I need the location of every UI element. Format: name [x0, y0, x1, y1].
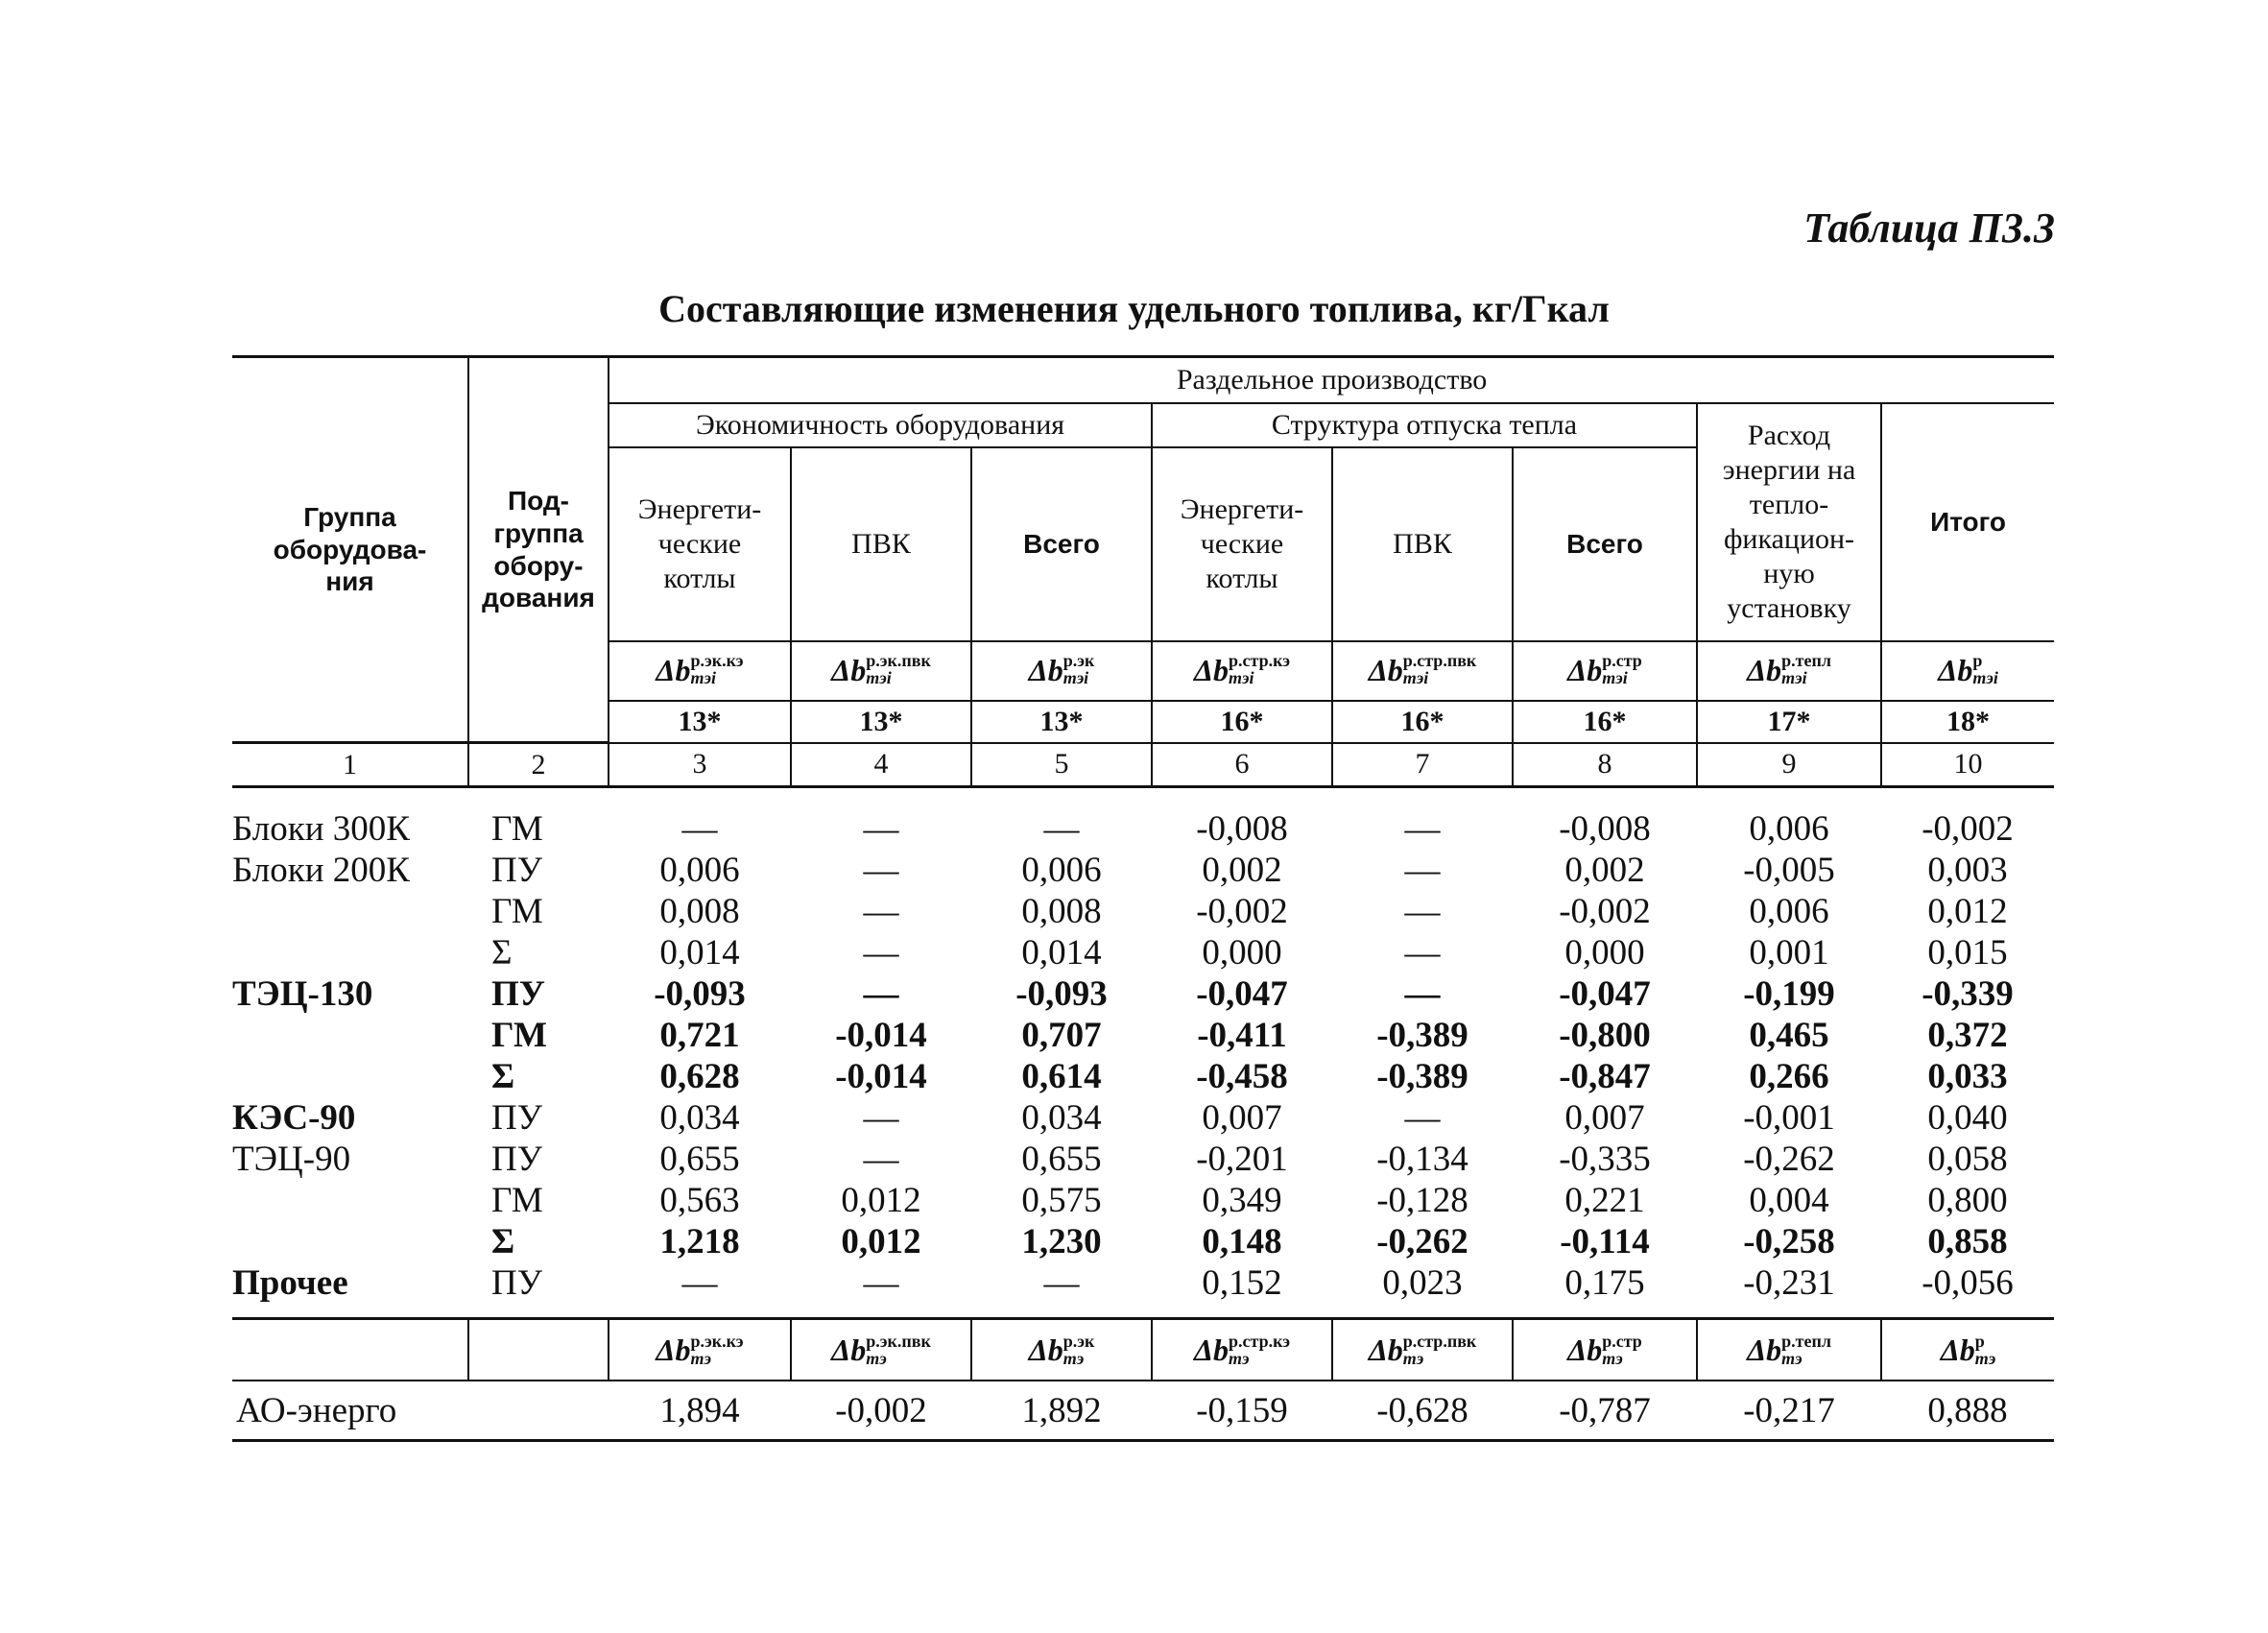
row-value: -0,199	[1743, 974, 1835, 1014]
row-value: -0,002	[1559, 892, 1651, 931]
row-value: 0,008	[659, 892, 740, 931]
row-value: -0,047	[1559, 974, 1651, 1014]
row-value: 0,012	[841, 1222, 921, 1261]
row-value: -0,093	[1015, 974, 1108, 1014]
row-group	[232, 1056, 468, 1097]
row-group	[232, 1221, 468, 1262]
row-value: -0,056	[1922, 1263, 2014, 1303]
table-row	[232, 1139, 2054, 1180]
header-energy-boilers-econ: Энергети- ческие котлы	[609, 447, 791, 641]
row-group: КЭС-90	[232, 1098, 356, 1138]
total-value: -0,787	[1513, 1381, 1697, 1441]
row-value: 0,007	[1564, 1098, 1645, 1138]
row-value: -0,389	[1376, 1057, 1468, 1096]
row-group	[232, 1015, 468, 1056]
formula-ref: 13*	[609, 701, 791, 743]
row-value: —	[681, 809, 718, 849]
symbol-cell: Δb р.стр.кэ тэi	[1152, 641, 1332, 701]
column-number: 6	[1152, 743, 1332, 787]
row-value: -0,389	[1376, 1016, 1468, 1055]
row-value: —	[863, 974, 899, 1014]
row-value: 0,033	[1927, 1057, 2008, 1096]
total-symbol-cell: Δb р.стр.пвк тэ	[1332, 1319, 1513, 1381]
row-subgroup: Σ	[491, 1222, 515, 1261]
row-value: 0,614	[1021, 1057, 1102, 1096]
formula-ref: 18*	[1881, 701, 2054, 743]
row-value: 0,006	[1749, 892, 1829, 931]
row-value: 0,007	[1202, 1098, 1282, 1138]
row-value: —	[863, 1263, 899, 1303]
row-value: 0,014	[659, 933, 740, 973]
table-header	[232, 355, 2054, 788]
row-group	[232, 891, 468, 932]
total-symbol-cell: Δb р.стр.кэ тэ	[1152, 1319, 1332, 1381]
row-subgroup: Σ	[491, 1057, 515, 1096]
table-title: Составляющие изменения удельного топлива, кг/Гкал	[658, 287, 1610, 330]
row-value: —	[1043, 809, 1080, 849]
total-symbol-row	[232, 1319, 2054, 1381]
row-value: 0,006	[1749, 809, 1829, 849]
row-value: 0,002	[1202, 851, 1282, 890]
total-value: -0,002	[791, 1381, 971, 1441]
row-group: Прочее	[232, 1263, 348, 1303]
formula-ref: 17*	[1697, 701, 1881, 743]
header-separate-production: Раздельное производство	[609, 357, 2054, 403]
row-value: -0,262	[1743, 1140, 1835, 1179]
row-value: 0,015	[1927, 933, 2008, 973]
row-value: 0,655	[1021, 1140, 1102, 1179]
row-value: 0,008	[1021, 892, 1102, 931]
symbol-cell: Δb р.эк.пвк тэi	[791, 641, 971, 701]
total-symbol-cell: Δb р.эк.кэ тэ	[609, 1319, 791, 1381]
row-value: 0,000	[1202, 933, 1282, 973]
table-row	[232, 973, 2054, 1015]
row-value: -0,800	[1559, 1016, 1651, 1055]
row-value: -0,002	[1922, 809, 2014, 849]
total-value: -0,159	[1152, 1381, 1332, 1441]
total-value: 1,892	[971, 1381, 1152, 1441]
row-value: 0,003	[1927, 851, 2008, 890]
row-value: 0,002	[1564, 851, 1645, 890]
header-all-struct: Всего	[1513, 447, 1697, 641]
row-value: -0,847	[1559, 1057, 1651, 1096]
formula-ref: 13*	[791, 701, 971, 743]
row-value: -0,014	[835, 1016, 927, 1055]
row-subgroup: ГМ	[491, 1016, 547, 1055]
header-pvk-econ: ПВК	[791, 447, 971, 641]
row-value: -0,047	[1196, 974, 1288, 1014]
row-value: 0,221	[1564, 1181, 1645, 1220]
header-energy-boilers-struct: Энергети- ческие котлы	[1152, 447, 1332, 641]
row-value: 0,575	[1021, 1181, 1102, 1220]
empty-cell	[232, 1319, 468, 1381]
row-value: -0,134	[1376, 1140, 1468, 1179]
row-value: 1,218	[659, 1222, 740, 1261]
symbol-cell: Δb р тэi	[1881, 641, 2054, 701]
row-value: —	[1404, 974, 1441, 1014]
table-row	[232, 1262, 2054, 1304]
row-subgroup: ПУ	[491, 851, 542, 890]
column-number: 8	[1513, 743, 1697, 787]
formula-ref: 16*	[1152, 701, 1332, 743]
row-value: 0,563	[659, 1181, 740, 1220]
row-value: 0,000	[1564, 933, 1645, 973]
total-symbol-cell: Δb р.эк.пвк тэ	[791, 1319, 971, 1381]
row-value: 0,012	[1927, 892, 2008, 931]
row-value: 0,006	[659, 851, 740, 890]
row-value: 0,721	[659, 1016, 740, 1055]
row-value: 0,655	[659, 1140, 740, 1179]
row-subgroup: ПУ	[491, 1098, 542, 1138]
header-pvk-struct: ПВК	[1332, 447, 1513, 641]
table-row	[232, 891, 2054, 932]
row-subgroup: ГМ	[491, 809, 543, 849]
row-value: —	[1043, 1263, 1080, 1303]
row-value: -0,335	[1559, 1140, 1651, 1179]
table-caption: Таблица П3.3	[1803, 204, 2055, 252]
column-number: 4	[791, 743, 971, 787]
table-footer	[232, 1317, 2054, 1442]
table-row	[232, 1015, 2054, 1056]
symbol-cell: Δb р.тепл тэi	[1697, 641, 1881, 701]
row-value: 1,230	[1021, 1222, 1102, 1261]
row-value: —	[1404, 933, 1441, 973]
total-value: 1,894	[609, 1381, 791, 1441]
row-value: -0,002	[1196, 892, 1288, 931]
row-group: Блоки 200К	[232, 851, 410, 890]
formula-ref: 13*	[971, 701, 1152, 743]
row-value: 0,858	[1927, 1222, 2008, 1261]
row-value: 0,349	[1202, 1181, 1282, 1220]
row-value: —	[863, 933, 899, 973]
row-value: 0,628	[659, 1057, 740, 1096]
row-value: 0,266	[1749, 1057, 1829, 1096]
column-number: 7	[1332, 743, 1513, 787]
column-number: 10	[1881, 743, 2054, 787]
column-number: 5	[971, 743, 1152, 787]
total-value: -0,217	[1697, 1381, 1881, 1441]
total-symbol-cell: Δb р.эк тэ	[971, 1319, 1152, 1381]
total-value: -0,628	[1332, 1381, 1513, 1441]
column-number-row	[232, 743, 2054, 787]
row-value: -0,114	[1560, 1222, 1650, 1261]
row-value: 0,707	[1021, 1016, 1102, 1055]
row-value: -0,458	[1196, 1057, 1288, 1096]
column-number: 2	[468, 743, 609, 787]
row-value: 0,014	[1021, 933, 1102, 973]
table-row	[232, 850, 2054, 891]
row-value: —	[1404, 809, 1441, 849]
table-body	[232, 808, 2054, 1304]
total-value: 0,888	[1881, 1381, 2054, 1441]
row-group: Блоки 300К	[232, 809, 410, 849]
column-number: 3	[609, 743, 791, 787]
header-heat-structure: Структура отпуска тепла	[1152, 403, 1697, 447]
row-group	[232, 1180, 468, 1221]
row-value: -0,128	[1376, 1181, 1468, 1220]
row-subgroup: Σ	[491, 933, 513, 973]
row-value: -0,262	[1376, 1222, 1468, 1261]
row-value: —	[863, 851, 899, 890]
row-value: —	[863, 1140, 899, 1179]
row-subgroup: ПУ	[491, 1263, 542, 1303]
table-row	[232, 1097, 2054, 1139]
header-subgroup: Под- группа обору- дования	[468, 357, 609, 743]
total-symbol-cell: Δb р.стр тэ	[1513, 1319, 1697, 1381]
row-value: 0,040	[1927, 1098, 2008, 1138]
row-group: ТЭЦ-90	[232, 1140, 351, 1179]
header-energy-expense: Расход энергии на тепло- фикацион- ную установку	[1697, 403, 1881, 641]
table-row	[232, 808, 2054, 850]
row-value: -0,339	[1922, 974, 2014, 1014]
column-number: 1	[232, 743, 468, 787]
row-value: -0,201	[1196, 1140, 1288, 1179]
row-value: 0,004	[1749, 1181, 1829, 1220]
row-subgroup: ПУ	[491, 974, 545, 1014]
row-value: 0,148	[1202, 1222, 1282, 1261]
total-symbol-cell: Δb р тэ	[1881, 1319, 2054, 1381]
row-value: 0,152	[1202, 1263, 1282, 1303]
symbol-cell: Δb р.эк тэi	[971, 641, 1152, 701]
row-value: 0,034	[1021, 1098, 1102, 1138]
row-value: 0,012	[841, 1181, 921, 1220]
row-value: 0,465	[1749, 1016, 1829, 1055]
row-value: 0,800	[1927, 1181, 2008, 1220]
row-value: -0,014	[835, 1057, 927, 1096]
row-value: -0,231	[1743, 1263, 1835, 1303]
row-value: 0,058	[1927, 1140, 2008, 1179]
row-subgroup: ГМ	[491, 1181, 543, 1220]
row-subgroup: ПУ	[491, 1140, 542, 1179]
row-subgroup: ГМ	[491, 892, 543, 931]
header-equipment-economy: Экономичность оборудования	[609, 403, 1152, 447]
row-value: -0,001	[1743, 1098, 1835, 1138]
empty-cell	[468, 1319, 609, 1381]
row-value: -0,093	[654, 974, 746, 1014]
row-value: —	[863, 892, 899, 931]
row-value: —	[1404, 892, 1441, 931]
row-value: -0,258	[1743, 1222, 1835, 1261]
row-value: 0,034	[659, 1098, 740, 1138]
row-value: —	[1404, 1098, 1441, 1138]
symbol-cell: Δb р.эк.кэ тэi	[609, 641, 791, 701]
row-value: -0,008	[1196, 809, 1288, 849]
row-value: -0,005	[1743, 851, 1835, 890]
column-number: 9	[1697, 743, 1881, 787]
total-symbol-cell: Δb р.тепл тэ	[1697, 1319, 1881, 1381]
header-all-econ: Всего	[971, 447, 1152, 641]
table-row	[232, 1180, 2054, 1221]
symbol-cell: Δb р.стр.пвк тэi	[1332, 641, 1513, 701]
table-row	[232, 932, 2054, 973]
row-value: -0,411	[1197, 1016, 1287, 1055]
formula-ref: 16*	[1513, 701, 1697, 743]
row-value: —	[863, 809, 899, 849]
row-value: -0,008	[1559, 809, 1651, 849]
total-row	[232, 1381, 2054, 1441]
header-group: Группа оборудова- ния	[232, 357, 468, 743]
row-group: ТЭЦ-130	[232, 974, 373, 1014]
row-value: 0,175	[1564, 1263, 1645, 1303]
symbol-cell: Δb р.стр тэi	[1513, 641, 1697, 701]
header-total: Итого	[1881, 403, 2054, 641]
table-row	[232, 1056, 2054, 1097]
row-value: 0,001	[1749, 933, 1829, 973]
row-value: 0,023	[1382, 1263, 1463, 1303]
row-group	[232, 932, 468, 973]
row-value: 0,006	[1021, 851, 1102, 890]
total-row-label: АО-энерго	[232, 1381, 609, 1441]
formula-ref: 16*	[1332, 701, 1513, 743]
row-value: —	[1404, 851, 1441, 890]
row-value: —	[681, 1263, 718, 1303]
row-value: 0,372	[1927, 1016, 2008, 1055]
row-value: —	[863, 1098, 899, 1138]
table-row	[232, 1221, 2054, 1262]
